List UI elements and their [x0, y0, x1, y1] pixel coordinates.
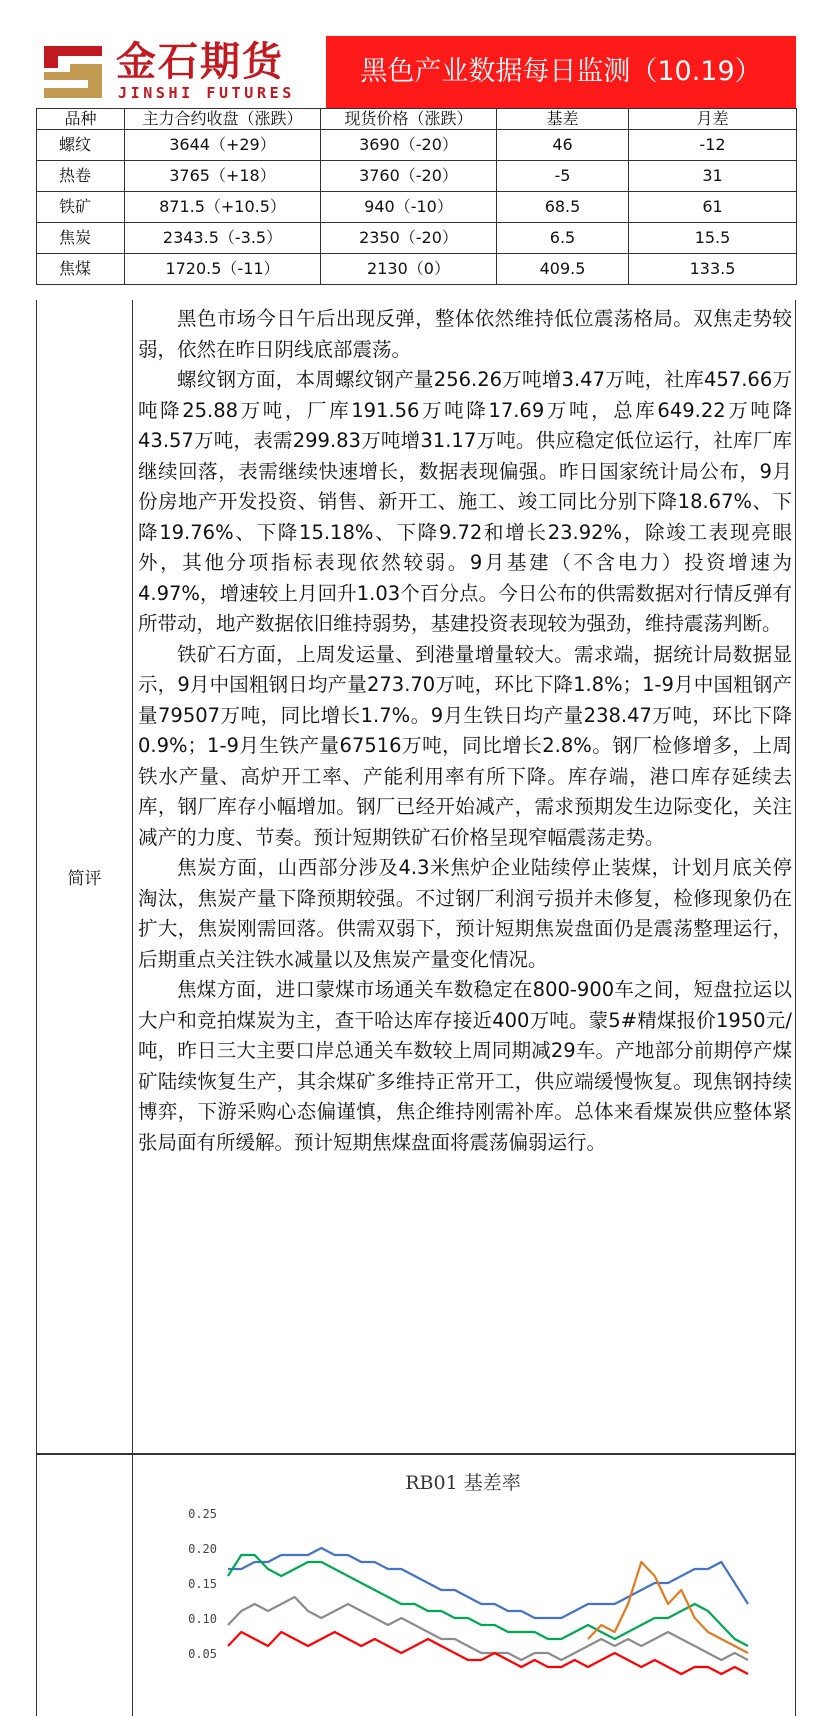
logo-chinese-name: 金石期货 [116, 39, 284, 85]
table-row [37, 254, 797, 285]
table-cell: 热卷 [37, 161, 125, 192]
y-tick-label: 0.10 [188, 1612, 217, 1626]
table-cell: 133.5 [629, 254, 797, 285]
table-cell: 61 [629, 192, 797, 223]
commentary-paragraph: 铁矿石方面，上周发运量、到港量增量较大。需求端，据统计局数据显示，9月中国粗钢日均产量273.70万吨，环比下降1.8%；1-9月中国粗钢产量79507万吨，同比增长1.7%。9月生铁日均产量238.47万吨，环比下降0.9%；1-9月生铁产量67516万吨，同比增长2.8%。钢厂检修增多，上周铁水产量、高炉开工率、产能利用率有所下降。库存端，港口库存延续去库，钢厂库存小幅增加。钢厂已经开始减产，需求预期发生边际变化，关注减产的力度、节奏。预计短期铁矿石价格呈现窄幅震荡走势。 [138, 642, 792, 849]
table-cell: 2130（0） [321, 254, 497, 285]
commentary-label: 简评 [37, 300, 133, 1453]
table-cell: 68.5 [497, 192, 629, 223]
commentary-section [36, 300, 796, 1454]
report-header [36, 36, 796, 108]
logo-mark-icon [40, 42, 106, 102]
column-header: 基差 [497, 109, 629, 130]
logo-english-name: JINSHI FUTURES [118, 84, 295, 102]
table-cell: 3644（+29） [125, 130, 321, 161]
table-row [37, 161, 797, 192]
table-cell: 6.5 [497, 223, 629, 254]
basis-rate-chart [133, 1455, 796, 1717]
table-cell: -12 [629, 130, 797, 161]
column-header: 品种 [37, 109, 125, 130]
table-cell: 2350（-20） [321, 223, 497, 254]
table-cell: 871.5（+10.5） [125, 192, 321, 223]
chart-section [36, 1454, 796, 1716]
table-cell: 1720.5（-11） [125, 254, 321, 285]
table-cell: 2343.5（-3.5） [125, 223, 321, 254]
table-cell: 3760（-20） [321, 161, 497, 192]
column-header: 现货价格（涨跌） [321, 109, 497, 130]
commentary-paragraph: 螺纹钢方面，本周螺纹钢产量256.26万吨增3.47万吨，社库457.66万吨降25.88万吨，厂库191.56万吨降17.69万吨，总库649.22万吨降43.57万吨，表需299.83万吨增31.17万吨。供应稳定低位运行，社库厂库继续回落，表需继续快速增长，数据表现偏强。昨日国家统计局公布，9月份房地产开发投资、销售、新开工、施工、竣工同比分别下降18.67%、下降19.76%、下降15.18%、下降9.72和增长23.92%，除竣工表现亮眼外，其他分项指标表现依然较弱。9月基建（不含电力）投资增速为4.97%，增速较上月回升1.03个百分点。今日公布的供需数据对行情反弹有所带动，地产数据依旧维持弱势，基建投资表现较为强劲，维持震荡判断。 [138, 368, 792, 635]
y-tick-label: 0.20 [188, 1542, 217, 1556]
y-tick-label: 0.25 [188, 1507, 217, 1521]
company-logo [36, 36, 326, 108]
table-cell: 31 [629, 161, 797, 192]
y-tick-label: 0.05 [188, 1647, 217, 1661]
table-cell: 3765（+18） [125, 161, 321, 192]
commentary-paragraph: 焦炭方面，山西部分涉及4.3米焦炉企业陆续停止装煤，计划月底关停淘汰，焦炭产量下降预期较强。不过钢厂利润亏损并未修复，检修现象仍在扩大，焦炭刚需回落。供需双弱下，预计短期焦炭盘面仍是震荡整理运行，后期重点关注铁水减量以及焦炭产量变化情况。 [138, 856, 792, 971]
table-cell: 焦炭 [37, 223, 125, 254]
table-cell: 46 [497, 130, 629, 161]
table-row [37, 192, 797, 223]
column-header: 月差 [629, 109, 797, 130]
table-row [37, 130, 797, 161]
table-cell: 铁矿 [37, 192, 125, 223]
commentary-body [138, 304, 792, 1158]
table-cell: 螺纹 [37, 130, 125, 161]
table-header-row [37, 109, 797, 130]
commentary-paragraph: 黑色市场今日午后出现反弹，整体依然维持低位震荡格局。双焦走势较弱，依然在昨日阴线底部震荡。 [138, 307, 792, 361]
table-cell: 409.5 [497, 254, 629, 285]
series-line [588, 1562, 748, 1653]
series-line [228, 1597, 748, 1660]
table-cell: 940（-10） [321, 192, 497, 223]
chart-title: RB01 基差率 [405, 1472, 521, 1494]
y-tick-label: 0.15 [188, 1577, 217, 1591]
table-row [37, 223, 797, 254]
commentary-paragraph: 焦煤方面，进口蒙煤市场通关车数稳定在800-900车之间，短盘拉运以大户和竞拍煤炭为主，查干哈达库存接近400万吨。蒙5#精煤报价1950元/吨，昨日三大主要口岸总通关车数较上周同期减29车。产地部分前期停产煤矿陆续恢复生产，其余煤矿多维持正常开工，供应端缓慢恢复。现焦钢持续博弈，下游采购心态偏谨慎，焦企维持刚需补库。总体来看煤炭供应整体紧张局面有所缓解。预计短期焦煤盘面将震荡偏弱运行。 [138, 978, 792, 1154]
table-cell: 焦煤 [37, 254, 125, 285]
report-title: 黑色产业数据每日监测（10.19） [326, 36, 796, 108]
price-table [36, 108, 797, 285]
table-cell: 15.5 [629, 223, 797, 254]
column-header: 主力合约收盘（涨跌） [125, 109, 321, 130]
table-cell: 3690（-20） [321, 130, 497, 161]
table-cell: -5 [497, 161, 629, 192]
